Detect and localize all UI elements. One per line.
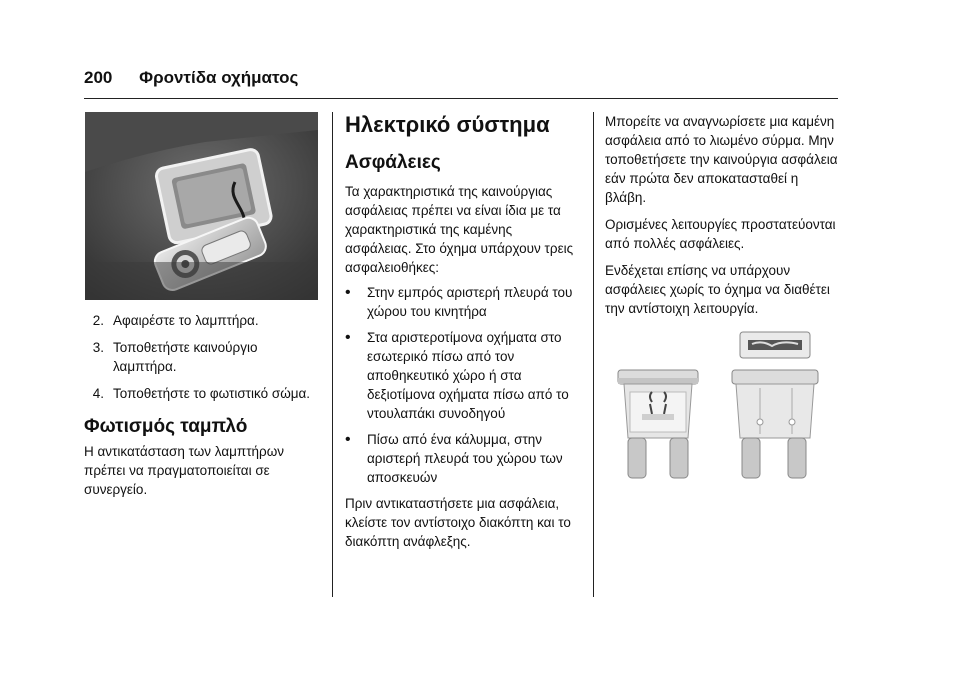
step-text: Τοποθετήστε το φωτιστικό σώμα. (113, 386, 311, 401)
lamp-removal-photo (85, 112, 318, 300)
step-number: 3. (92, 340, 104, 355)
blown-fuse-text: Μπορείτε να αναγνωρίσετε μια καμένη ασφάλεια από το λιωμένο σύρμα. Μην τοποθετήσετε την καινούργια ασφάλεια εάν πρώτα δεν αποκατασταθεί η βλάβη. (605, 114, 838, 205)
electrical-section (345, 112, 581, 551)
steps-list (84, 311, 320, 411)
list-item (345, 283, 581, 321)
bullet-text: Πίσω από ένα κάλυμμα, στην αριστερή πλευρά του χώρου των αποσκευών (367, 432, 563, 485)
column-divider-2 (593, 112, 594, 597)
fuse-illustration (612, 330, 837, 482)
fuse-box-list (345, 283, 581, 487)
dashboard-lighting-heading: Φωτισμός ταμπλό (84, 416, 248, 437)
bullet-icon: • (345, 329, 351, 346)
step-number: 4. (92, 386, 104, 401)
blown-fuse-icon (618, 370, 698, 478)
fuses-intro: Τα χαρακτηριστικά της καινούργιας ασφάλειας πρέπει να είναι ίδια με τα χαρακτηριστικά της καμένης ασφάλειας. Στο όχημα υπάρχουν τρεις ασφαλειοθήκες: (345, 184, 574, 275)
page-header (84, 68, 298, 88)
page-title: Φροντίδα οχήματος (139, 68, 299, 87)
list-item (84, 311, 320, 330)
list-item (84, 338, 320, 376)
fuses-heading: Ασφάλειες (345, 152, 441, 173)
step-number: 2. (92, 313, 104, 328)
step-text: Τοποθετήστε καινούργιο λαμπτήρα. (113, 340, 258, 374)
step-text: Αφαιρέστε το λαμπτήρα. (113, 313, 259, 328)
page-number: 200 (84, 68, 113, 87)
section-heading: Ηλεκτρικό σύστημα (345, 112, 550, 137)
header-divider (84, 98, 838, 99)
fuse-notes (605, 112, 841, 326)
bullet-text: Στην εμπρός αριστερή πλευρά του χώρου του κινητήρα (367, 285, 573, 319)
dashboard-lighting-text: Η αντικατάσταση των λαμπτήρων πρέπει να πραγματοποιείται σε συνεργείο. (84, 444, 285, 497)
fuses-closing: Πριν αντικαταστήσετε μια ασφάλεια, κλείστε τον αντίστοιχο διακόπτη και το διακόπτη ανάφλεξης. (345, 496, 571, 549)
column-divider-1 (332, 112, 333, 597)
list-item (345, 430, 581, 487)
list-item (84, 384, 320, 403)
intact-fuse-icon (732, 332, 818, 478)
list-item (345, 328, 581, 423)
bullet-icon: • (345, 284, 351, 301)
bullet-text: Στα αριστεροτίμονα οχήματα στο εσωτερικό πίσω από τον αποθηκευτικό χώρο ή στα δεξιοτίμονα οχήματα πίσω από το ντουλαπάκι συνοδηγού (367, 330, 569, 421)
multiple-fuses-text: Ορισμένες λειτουργίες προστατεύονται από πολλές ασφάλειες. (605, 217, 836, 251)
unused-fuses-text: Ενδέχεται επίσης να υπάρχουν ασφάλειες χωρίς το όχημα να διαθέτει την αντίστοιχη λειτουργία. (605, 263, 830, 316)
bullet-icon: • (345, 431, 351, 448)
